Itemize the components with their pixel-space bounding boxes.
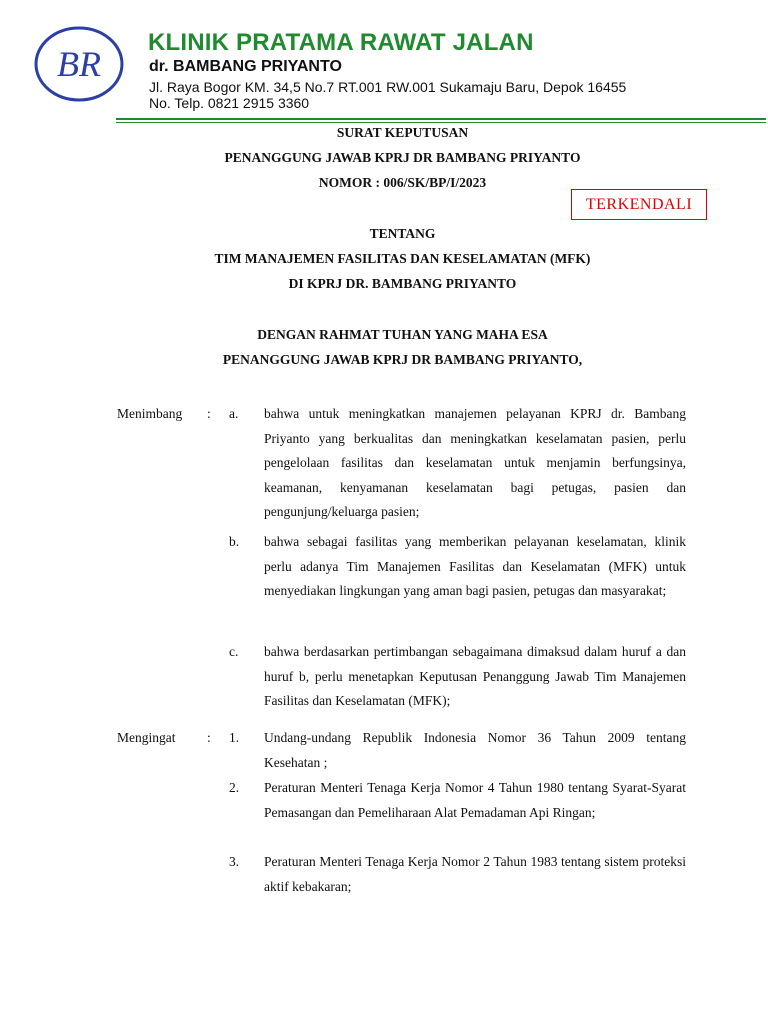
menimbang-marker-a: a. [229, 406, 239, 421]
preamble-line-2: PENANGGUNG JAWAB KPRJ DR BAMBANG PRIYANTO, [222, 352, 583, 367]
menimbang-marker-b: b. [229, 534, 240, 549]
clinic-name: KLINIK PRATAMA RAWAT JALAN [148, 29, 534, 56]
logo-text: BR [57, 44, 101, 84]
menimbang-text-c: bahwa berdasarkan pertimbangan sebagaimana dimaksud dalam huruf a dan huruf b, perlu menetapkan Keputusan Penanggung Jawab Tim Manajemen Fasilitas dan Keselamatan (MFK); [264, 644, 686, 708]
clinic-logo [34, 26, 124, 102]
header-divider-thin [116, 122, 766, 123]
menimbang-text-a: bahwa untuk meningkatkan manajemen pelayanan KPRJ dr. Bambang Priyanto yang berkualitas dan meningkatkan keselamatan pasien, perlu pengelolaan fasilitas dan keselamatan untuk menjamin berfungsinya, keamanan, kenyamanan keselamatan bagi petugas, pasien dan pengunjung/keluarga pasien; [264, 406, 686, 519]
doc-number: NOMOR : 006/SK/BP/I/2023 [318, 175, 487, 190]
doc-title: SURAT KEPUTUSAN [336, 125, 469, 140]
mengingat-text-1: Undang-undang Republik Indonesia Nomor 36 Tahun 2009 tentang Kesehatan ; [264, 730, 686, 770]
header-divider-thick [116, 118, 766, 120]
menimbang-marker-c: c. [229, 644, 239, 659]
subject-heading: TENTANG [369, 226, 436, 241]
menimbang-colon: : [207, 406, 211, 421]
mengingat-marker-1: 1. [229, 730, 240, 745]
subject-title: TIM MANAJEMEN FASILITAS DAN KESELAMATAN (MFK) [214, 251, 591, 266]
subject-location: DI KPRJ DR. BAMBANG PRIYANTO [288, 276, 517, 291]
mengingat-colon: : [207, 730, 211, 745]
doc-issuer: PENANGGUNG JAWAB KPRJ DR BAMBANG PRIYANTO [224, 150, 581, 165]
mengingat-marker-2: 2. [229, 780, 240, 795]
clinic-phone: No. Telp. 0821 2915 3360 [149, 95, 310, 111]
mengingat-text-2: Peraturan Menteri Tenaga Kerja Nomor 4 Tahun 1980 tentang Syarat-Syarat Pemasangan dan Pemeliharaan Alat Pemadaman Api Ringan; [264, 780, 686, 820]
clinic-address: Jl. Raya Bogor KM. 34,5 No.7 RT.001 RW.001 Sukamaju Baru, Depok 16455 [149, 79, 627, 95]
mengingat-text-3: Peraturan Menteri Tenaga Kerja Nomor 2 Tahun 1983 tentang sistem proteksi aktif kebakaran; [264, 854, 686, 894]
mengingat-label: Mengingat [117, 730, 176, 745]
mengingat-marker-3: 3. [229, 854, 240, 869]
controlled-stamp: TERKENDALI [571, 189, 707, 220]
preamble-line-1: DENGAN RAHMAT TUHAN YANG MAHA ESA [257, 327, 548, 342]
menimbang-label: Menimbang [117, 406, 183, 421]
menimbang-text-b: bahwa sebagai fasilitas yang memberikan pelayanan keselamatan, klinik perlu adanya Tim Manajemen Fasilitas dan Keselamatan (MFK) untuk menyediakan lingkungan yang aman bagi pasien, petugas dan masyarakat; [264, 534, 686, 598]
doctor-name: dr. BAMBANG PRIYANTO [149, 58, 342, 75]
